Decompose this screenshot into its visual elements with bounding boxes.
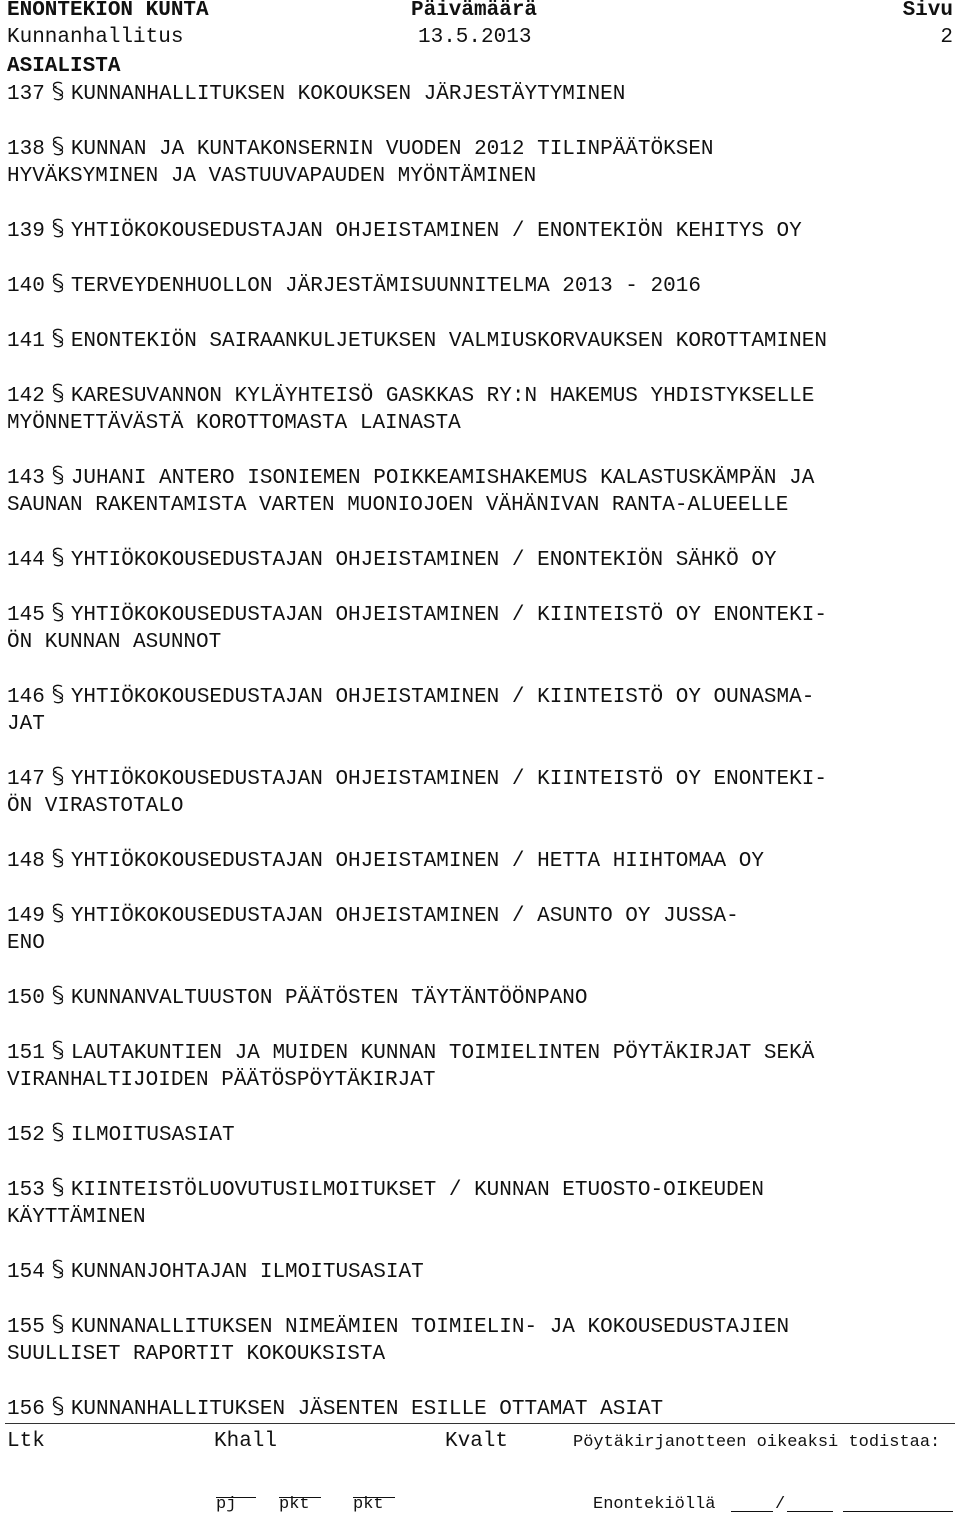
section-sign-icon (50, 80, 66, 102)
agenda-list (7, 80, 953, 1450)
item-title: KUNNAN JA KUNTAKONSERNIN VUODEN 2012 TILINPÄÄTÖKSEN HYVÄKSYMINEN JA VASTUUVAPAUDEN MYÖNTÄMINEN (7, 138, 714, 188)
item-title: YHTIÖKOKOUSEDUSTAJAN OHJEISTAMINEN / KIINTEISTÖ OY ENONTEKI- ÖN KUNNAN ASUNNOT (7, 604, 827, 654)
pkt-label-1: pkt (279, 1495, 310, 1514)
section-sign (45, 546, 71, 574)
footer-kvalt: Kvalt (445, 1430, 509, 1453)
agenda-item (7, 847, 953, 875)
item-number: 153 (7, 1179, 45, 1202)
item-title: YHTIÖKOKOUSEDUSTAJAN OHJEISTAMINEN / KIINTEISTÖ OY ENONTEKI- ÖN VIRASTOTALO (7, 768, 827, 818)
agenda-item (7, 1258, 953, 1286)
item-number: 137 (7, 83, 45, 106)
agenda-item (7, 464, 953, 519)
item-title: KARESUVANNON KYLÄYHTEISÖ GASKKAS RY:N HAKEMUS YHDISTYKSELLE MYÖNNETTÄVÄSTÄ KOROTTOMASTA LAINASTA (7, 385, 815, 435)
footer-khall: Khall (214, 1430, 278, 1453)
item-number: 142 (7, 385, 45, 408)
item-title: KUNNANHALLITUKSEN KOKOUKSEN JÄRJESTÄYTYMINEN (70, 83, 626, 106)
section-sign (45, 1121, 71, 1149)
item-number: 145 (7, 604, 45, 627)
section-sign-icon (50, 683, 66, 705)
item-title: YHTIÖKOKOUSEDUSTAJAN OHJEISTAMINEN / KIINTEISTÖ OY OUNASMA- JAT (7, 686, 815, 736)
item-number: 155 (7, 1316, 45, 1339)
item-title: KUNNANVALTUUSTON PÄÄTÖSTEN TÄYTÄNTÖÖNPANO (70, 987, 588, 1010)
month-blank (787, 1495, 833, 1512)
section-sign-icon (50, 765, 66, 787)
item-number: 147 (7, 768, 45, 791)
item-number: 150 (7, 987, 45, 1010)
footer-row (7, 1430, 953, 1458)
page-label: Sivu (902, 0, 953, 22)
date-label: Päivämäärä (411, 0, 538, 22)
section-sign (45, 327, 71, 355)
item-title: ENONTEKIÖN SAIRAANKULJETUKSEN VALMIUSKORVAUKSEN KOROTTAMINEN (70, 330, 827, 353)
agenda-item (7, 135, 953, 190)
agenda-item (7, 765, 953, 820)
agenda-item (7, 80, 953, 108)
municipality-name: ENONTEKIÖN KUNTA (7, 0, 209, 22)
section-sign (45, 1176, 71, 1204)
section-sign (45, 382, 71, 410)
item-title: KUNNANJOHTAJAN ILMOITUSASIAT (70, 1261, 424, 1284)
section-sign (45, 1313, 71, 1341)
item-number: 156 (7, 1398, 45, 1421)
section-sign-icon (50, 464, 66, 486)
section-sign-icon (50, 546, 66, 568)
section-sign (45, 984, 71, 1012)
item-number: 144 (7, 549, 45, 572)
item-number: 151 (7, 1042, 45, 1065)
section-sign-icon (50, 601, 66, 623)
agenda-item (7, 1395, 953, 1423)
item-title: YHTIÖKOKOUSEDUSTAJAN OHJEISTAMINEN / HETTA HIIHTOMAA OY (70, 850, 764, 873)
footer-divider (5, 1423, 955, 1424)
section-sign-icon (50, 1039, 66, 1061)
section-sign (45, 1039, 71, 1067)
section-sign-icon (50, 272, 66, 294)
year-blank (843, 1495, 953, 1512)
item-title: KIINTEISTÖLUOVUTUSILMOITUKSET / KUNNAN ETUOSTO-OIKEUDEN KÄYTTÄMINEN (7, 1179, 764, 1229)
section-sign (45, 1395, 71, 1423)
agenda-item (7, 546, 953, 574)
section-sign (45, 765, 71, 793)
agenda-title: ASIALISTA (7, 55, 121, 78)
item-title: KUNNANALLITUKSEN NIMEÄMIEN TOIMIELIN- JA KOKOUSEDUSTAJIEN SUULLISET RAPORTIT KOKOUKSISTA (7, 1316, 790, 1366)
item-number: 143 (7, 467, 45, 490)
agenda-item (7, 272, 953, 300)
agenda-item (7, 1313, 953, 1368)
agenda-item (7, 327, 953, 355)
agenda-item (7, 1176, 953, 1231)
section-sign (45, 847, 71, 875)
certify-label: Pöytäkirjanotteen oikeaksi todistaa: (573, 1433, 941, 1452)
item-title: TERVEYDENHUOLLON JÄRJESTÄMISUUNNITELMA 2013 - 2016 (70, 275, 701, 298)
date-slash: / (775, 1495, 786, 1514)
pj-label: pj (216, 1495, 237, 1514)
section-sign-icon (50, 984, 66, 1006)
section-sign (45, 80, 71, 108)
section-sign-icon (50, 847, 66, 869)
item-number: 146 (7, 686, 45, 709)
item-title: KUNNANHALLITUKSEN JÄSENTEN ESILLE OTTAMAT ASIAT (70, 1398, 664, 1421)
item-number: 141 (7, 330, 45, 353)
agenda-item (7, 217, 953, 245)
section-sign-icon (50, 1176, 66, 1198)
agenda-item (7, 1039, 953, 1094)
day-blank (731, 1495, 773, 1512)
footer-ltk: Ltk (7, 1430, 45, 1453)
section-sign-icon (50, 135, 66, 157)
section-sign (45, 464, 71, 492)
section-sign (45, 601, 71, 629)
item-title: LAUTAKUNTIEN JA MUIDEN KUNNAN TOIMIELINTEN PÖYTÄKIRJAT SEKÄ VIRANHALTIJOIDEN PÄÄTÖSPÖYTÄKIRJAT (7, 1042, 815, 1092)
item-title: YHTIÖKOKOUSEDUSTAJAN OHJEISTAMINEN / ENONTEKIÖN SÄHKÖ OY (70, 549, 777, 572)
section-sign-icon (50, 382, 66, 404)
agenda-item (7, 683, 953, 738)
agenda-item (7, 382, 953, 437)
meeting-date: 13.5.2013 (418, 26, 532, 49)
page-number: 2 (940, 26, 953, 49)
item-number: 154 (7, 1261, 45, 1284)
section-sign-icon (50, 217, 66, 239)
agenda-item (7, 1121, 953, 1149)
item-number: 148 (7, 850, 45, 873)
section-sign-icon (50, 1313, 66, 1335)
document-header (7, 0, 953, 25)
section-sign-icon (50, 902, 66, 924)
item-number: 140 (7, 275, 45, 298)
body-name: Kunnanhallitus (7, 26, 184, 49)
item-number: 138 (7, 138, 45, 161)
item-number: 139 (7, 220, 45, 243)
section-sign-icon (50, 1121, 66, 1143)
place-label: Enontekiöllä (593, 1495, 716, 1514)
item-title: JUHANI ANTERO ISONIEMEN POIKKEAMISHAKEMUS KALASTUSKÄMPÄN JA SAUNAN RAKENTAMISTA VARTEN MUONIOJOEN VÄHÄNIVAN RANTA-ALUEELLE (7, 467, 815, 517)
section-sign (45, 1258, 71, 1286)
pkt-label-2: pkt (353, 1495, 384, 1514)
footer-signature-row (7, 1493, 953, 1517)
document-subheader (7, 26, 953, 52)
item-number: 149 (7, 905, 45, 928)
agenda-item (7, 902, 953, 957)
section-sign-icon (50, 1258, 66, 1280)
item-title: YHTIÖKOKOUSEDUSTAJAN OHJEISTAMINEN / ASUNTO OY JUSSA- ENO (7, 905, 739, 955)
item-number: 152 (7, 1124, 45, 1147)
section-sign (45, 683, 71, 711)
section-sign-icon (50, 1395, 66, 1417)
section-sign (45, 272, 71, 300)
item-title: ILMOITUSASIAT (70, 1124, 235, 1147)
section-sign (45, 217, 71, 245)
section-sign (45, 902, 71, 930)
agenda-item (7, 984, 953, 1012)
section-sign-icon (50, 327, 66, 349)
section-sign (45, 135, 71, 163)
agenda-item (7, 601, 953, 656)
item-title: YHTIÖKOKOUSEDUSTAJAN OHJEISTAMINEN / ENONTEKIÖN KEHITYS OY (70, 220, 802, 243)
